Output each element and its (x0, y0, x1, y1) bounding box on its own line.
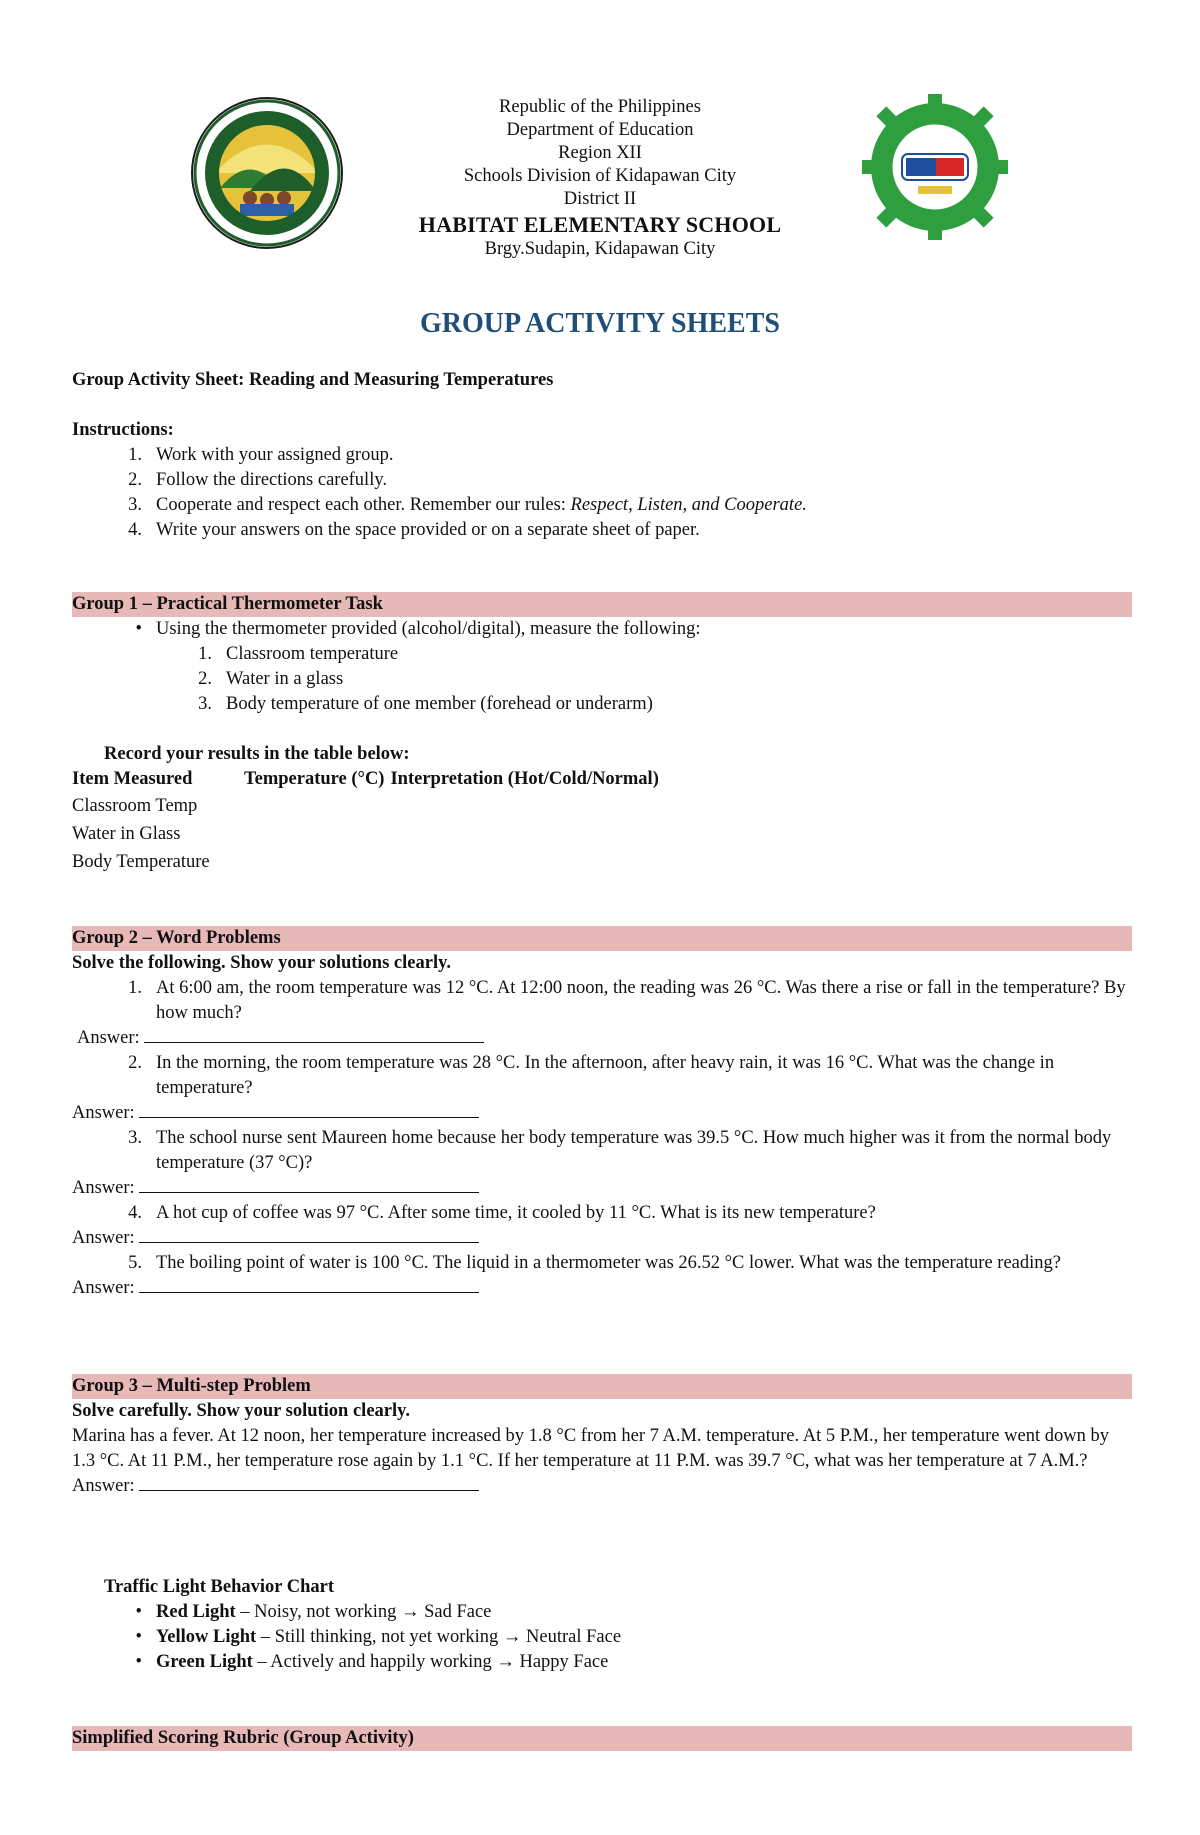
group2-section (72, 926, 1132, 1301)
answer-blank[interactable] (139, 1226, 479, 1243)
group1-heading: Group 1 – Practical Thermometer Task (72, 592, 1132, 617)
list-item: 3. Body temperature of one member (forehead or underarm) (198, 694, 653, 714)
list-item: • Yellow Light – Still thinking, not yet working → Neutral Face (135, 1627, 622, 1647)
answer-line: Answer: (72, 1101, 1132, 1126)
header-line: Region XII (558, 143, 642, 163)
problem-item: 1. At 6:00 am, the room temperature was 12 °C. At 12:00 noon, the reading was 26 °C. Was there a rise or fall in the temperature? By how much? (128, 978, 1126, 1023)
group1-section (72, 592, 1132, 876)
problem-item: 2. In the morning, the room temperature was 28 °C. In the afternoon, after heavy rain, it was 16 °C. What was the change in temperature? (128, 1053, 1055, 1098)
problem-item: 3. The school nurse sent Maureen home because her body temperature was 39.5 °C. How much higher was it from the normal body temperature (37 °C)? (128, 1128, 1112, 1173)
deped-seal-icon (190, 96, 344, 250)
problem-item: 4. A hot cup of coffee was 97 °C. After some time, it cooled by 11 °C. What is its new temperature? (128, 1203, 876, 1223)
school-header (380, 96, 820, 261)
instruction-item: 4. Write your answers on the space provided or on a separate sheet of paper. (128, 520, 700, 540)
rubric-section (72, 1726, 1132, 1751)
answer-blank[interactable] (139, 1474, 479, 1491)
header-line: District II (563, 189, 637, 209)
instruction-item: 2. Follow the directions carefully. (128, 470, 388, 490)
column-header: Item Measured (72, 769, 193, 789)
table-row: Water in Glass (72, 824, 181, 844)
list-item: • Red Light – Noisy, not working → Sad Face (135, 1602, 492, 1622)
list-item: 2. Water in a glass (198, 669, 344, 689)
traffic-title: Traffic Light Behavior Chart (104, 1577, 335, 1597)
group2-heading: Group 2 – Word Problems (72, 926, 1132, 951)
answer-line: Answer: (72, 1474, 1132, 1499)
instruction-item: 1. Work with your assigned group. (128, 445, 394, 465)
group3-section (72, 1374, 1132, 1499)
answer-line: Answer: (72, 1026, 1132, 1051)
answer-blank[interactable] (139, 1176, 479, 1193)
answer-blank[interactable] (139, 1276, 479, 1293)
rubric-heading: Simplified Scoring Rubric (Group Activity) (72, 1726, 1132, 1751)
header-line: Schools Division of Kidapawan City (463, 166, 737, 186)
answer-blank[interactable] (144, 1026, 484, 1043)
traffic-light-section (72, 1575, 1132, 1675)
answer-line: Answer: (72, 1226, 1132, 1251)
list-item: • Green Light – Actively and happily working → Happy Face (135, 1652, 609, 1672)
instruction-item: 3. Cooperate and respect each other. Remember our rules: Respect, Listen, and Cooperate. (128, 495, 807, 515)
record-label: Record your results in the table below: (104, 744, 410, 764)
school-name: HABITAT ELEMENTARY SCHOOL (418, 212, 782, 237)
column-header: Temperature (°C) (244, 769, 385, 789)
group3-problem: Marina has a fever. At 12 noon, her temperature increased by 1.8 °C from her 7 A.M. temperature. At 5 P.M., her temperature went down by 1.3 °C. At 11 P.M., her temperature rose again by 1.1 °C. If her temperature at 11 P.M. was 39.7 °C, what was her temperature at 7 A.M.? (72, 1426, 1109, 1471)
sheet-title: Group Activity Sheet: Reading and Measuring Temperatures (72, 370, 554, 390)
habitat-school-logo-icon (860, 92, 1010, 242)
group3-instruction: Solve carefully. Show your solution clearly. (72, 1401, 410, 1421)
instructions-label: Instructions: (72, 420, 174, 440)
answer-blank[interactable] (139, 1101, 479, 1118)
table-header (72, 767, 1132, 792)
column-header: Interpretation (Hot/Cold/Normal) (390, 769, 659, 789)
answer-line: Answer: (72, 1276, 1132, 1301)
group2-instruction: Solve the following. Show your solutions clearly. (72, 953, 451, 973)
problem-item: 5. The boiling point of water is 100 °C. The liquid in a thermometer was 26.52 °C lower. What was the temperature reading? (128, 1253, 1061, 1273)
answer-line: Answer: (72, 1176, 1132, 1201)
page-title: GROUP ACTIVITY SHEETS (420, 308, 780, 339)
header-line: Republic of the Philippines (499, 97, 701, 117)
school-address: Brgy.Sudapin, Kidapawan City (484, 239, 716, 259)
table-row: Classroom Temp (72, 796, 198, 816)
group3-heading: Group 3 – Multi-step Problem (72, 1374, 1132, 1399)
instructions-section (72, 368, 1132, 543)
table-row: Body Temperature (72, 852, 210, 872)
header-line: Department of Education (506, 120, 694, 140)
list-item: • Using the thermometer provided (alcohol/digital), measure the following: (135, 619, 701, 639)
list-item: 1. Classroom temperature (198, 644, 399, 664)
